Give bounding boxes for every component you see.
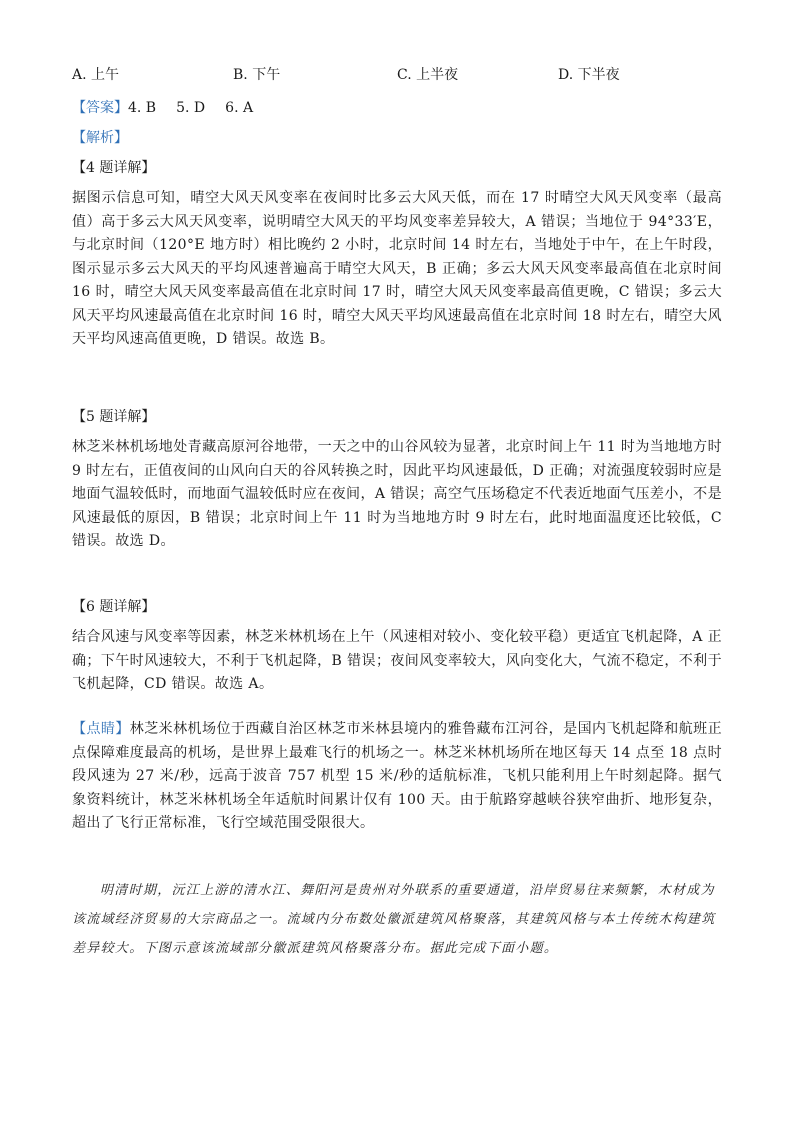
q6-heading: 【6 题详解】 — [72, 599, 156, 615]
analysis-heading — [72, 128, 128, 148]
option-a: A. 上午 — [72, 67, 120, 83]
q6-explanation: 结合风速与风变率等因素，林芝米林机场在上午（风速相对较小、变化较平稳）更适宜飞机起降，A 正确；下午时风速较大，不利于飞机起降，B 错误；夜间风变率较大，风向变化大，气流不稳定，不利于飞机起降，CD 错误。故选 A。 — [72, 629, 722, 692]
q5-heading: 【5 题详解】 — [72, 409, 156, 425]
option-c: C. 上半夜 — [397, 67, 459, 83]
answer-options — [72, 64, 732, 88]
tip-text: 林芝米林机场位于西藏自治区林芝市米林县境内的雅鲁藏布江河谷，是国内飞机起降和航班正点保障难度最高的机场，是世界上最难飞行的机场之一。林芝米林机场所在地区每天 14 点至 18 点时段风速为 27 米/秒，远高于波音 757 机型 15 米/秒的适航标准，飞机只能利用上午时刻起降。据气象资料统计，林芝米林机场全年适航时间累计仅有 100 天。由于航路穿越峡谷狭窄曲折、地形复杂，超出了飞行正常标准，飞行空域范围受限很大。 — [72, 721, 722, 831]
q4-explanation: 据图示信息可知，晴空大风天风变率在夜间时比多云大风天低，而在 17 时晴空大风天风变率（最高值）高于多云大风天风变率，说明晴空大风天的平均风变率差异较大，A 错误；当地位于 94°33′E，与北京时间（120°E 地方时）相比晚约 2 小时，北京时间 14 时左右，当地处于中午，在上午时段，图示显示多云大风天的平均风速普遍高于晴空大风天，B 正确；多云大风天风变率最高值在北京时间 16 时，晴空大风天风变率最高值在北京时间 17 时，晴空大风天风变率最高值更晚，C 错误；多云大风天平均风速最高值在北京时间 16 时，晴空大风天平均风速最高值在北京时间 18 时左右，晴空大风天平均风速高值更晚，D 错误。故选 B。 — [72, 190, 722, 347]
answer-label: 【答案】 — [72, 100, 128, 116]
q4-heading: 【4 题详解】 — [72, 160, 156, 176]
option-d: D. 下半夜 — [558, 67, 620, 83]
answer-item-4: 4. B — [128, 100, 157, 116]
answer-item-5: 5. D — [176, 100, 206, 116]
analysis-label: 【解析】 — [72, 130, 128, 146]
answer-item-6: 6. A — [225, 100, 254, 116]
answer-line — [72, 98, 273, 118]
q5-explanation: 林芝米林机场地处青藏高原河谷地带，一天之中的山谷风较为显著，北京时间上午 11 时为当地地方时 9 时左右，正值夜间的山风向白天的谷风转换之时，因此平均风速最低，D 正确；对流强度较弱时应是地面气温较低时，而地面气温较低时应在夜间，A 错误；高空气压场稳定不代表近地面气压差小，不是风速最低的原因，B 错误；北京时间上午 11 时为当地地方时 9 时左右，此时地面温度还比较低，C 错误。故选 D。 — [72, 439, 722, 549]
option-b: B. 下午 — [233, 67, 281, 83]
next-passage: 明清时期，沅江上游的清水江、舞阳河是贵州对外联系的重要通道，沿岸贸易往来频繁，木材成为该流域经济贸易的大宗商品之一。流域内分布数处徽派建筑风格聚落，其建筑风格与本土传统木构建筑差异较大。下图示意该流域部分徽派建筑风格聚落分布。据此完成下面小题。 — [72, 883, 716, 956]
tip-label: 【点睛】 — [72, 721, 130, 737]
tip-section — [72, 718, 722, 836]
